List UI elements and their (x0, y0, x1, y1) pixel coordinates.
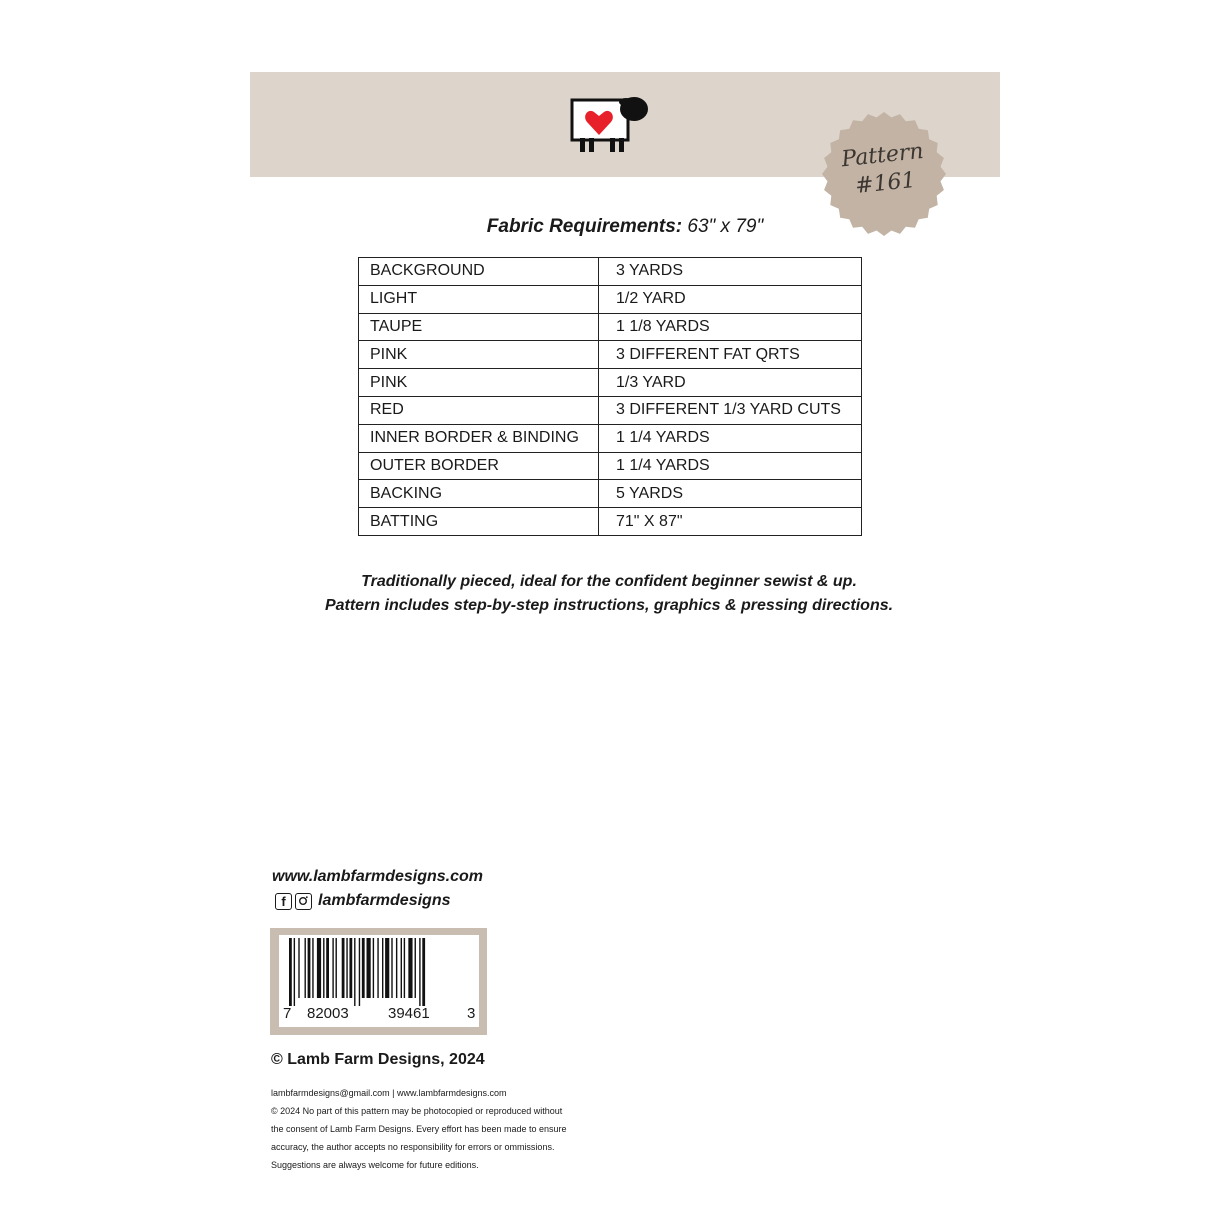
table-row (359, 369, 862, 397)
pattern-badge-label: Pattern (840, 138, 925, 173)
fabric-item: BACKING (359, 480, 599, 508)
fabric-amount: 1/2 YARD (599, 285, 862, 313)
fabric-item: BACKGROUND (359, 258, 599, 286)
copyright: © Lamb Farm Designs, 2024 (271, 1051, 485, 1068)
fabric-amount: 5 YARDS (599, 480, 862, 508)
barcode-digits-group2: 39461 (388, 1005, 430, 1022)
table-row (359, 341, 862, 369)
fabric-amount: 3 YARDS (599, 258, 862, 286)
fabric-amount: 1 1/8 YARDS (599, 313, 862, 341)
fine-print (271, 1084, 611, 1174)
fabric-item: LIGHT (359, 285, 599, 313)
facebook-icon[interactable]: f (275, 893, 292, 910)
table-row (359, 480, 862, 508)
barcode (289, 938, 469, 1006)
fabric-item: OUTER BORDER (359, 452, 599, 480)
fabric-amount: 3 DIFFERENT FAT QRTS (599, 341, 862, 369)
sheep-with-heart-icon (568, 92, 652, 158)
social-row (275, 892, 450, 910)
table-row (359, 452, 862, 480)
barcode-digits-group1: 82003 (307, 1005, 349, 1022)
fabric-item: INNER BORDER & BINDING (359, 424, 599, 452)
table-row (359, 258, 862, 286)
fine-print-line: © 2024 No part of this pattern may be photocopied or reproduced without (271, 1106, 563, 1116)
table-row (359, 508, 862, 536)
fabric-amount: 71" X 87" (599, 508, 862, 536)
table-row (359, 313, 862, 341)
social-handle[interactable]: lambfarmdesigns (318, 892, 451, 909)
fine-print-line: lambfarmdesigns@gmail.com | www.lambfarmdesigns.com (271, 1088, 507, 1098)
fabric-amount: 1/3 YARD (599, 369, 862, 397)
fine-print-line: accuracy, the author accepts no responsibility for errors or ommissions. (271, 1142, 555, 1152)
fabric-amount: 1 1/4 YARDS (599, 424, 862, 452)
table-row (359, 285, 862, 313)
table-row (359, 424, 862, 452)
fabric-item: RED (359, 396, 599, 424)
fabric-title-label: Fabric Requirements: (486, 216, 683, 237)
instagram-icon[interactable] (295, 893, 312, 910)
fine-print-line: Suggestions are always welcome for future editions. (271, 1160, 479, 1170)
website-link[interactable]: www.lambfarmdesigns.com (272, 868, 484, 885)
fabric-amount: 3 DIFFERENT 1/3 YARD CUTS (599, 396, 862, 424)
fabric-requirements-title (250, 216, 1000, 238)
fabric-item: BATTING (359, 508, 599, 536)
fabric-item: TAUPE (359, 313, 599, 341)
fabric-item: PINK (359, 369, 599, 397)
description-line: Traditionally pieced, ideal for the confident beginner sewist & up. (361, 573, 857, 590)
fabric-title-size: 63" x 79" (687, 216, 764, 237)
pattern-number: #161 (854, 167, 917, 200)
fabric-amount: 1 1/4 YARDS (599, 452, 862, 480)
description-line: Pattern includes step-by-step instructions, graphics & pressing directions. (324, 597, 894, 614)
barcode-digit-left: 7 (283, 1005, 292, 1022)
fabric-requirements-table (358, 257, 862, 536)
barcode-digit-right: 3 (467, 1005, 476, 1022)
table-row (359, 396, 862, 424)
fabric-item: PINK (359, 341, 599, 369)
fine-print-line: the consent of Lamb Farm Designs. Every effort has been made to ensure (271, 1124, 567, 1134)
pattern-description (250, 570, 968, 618)
